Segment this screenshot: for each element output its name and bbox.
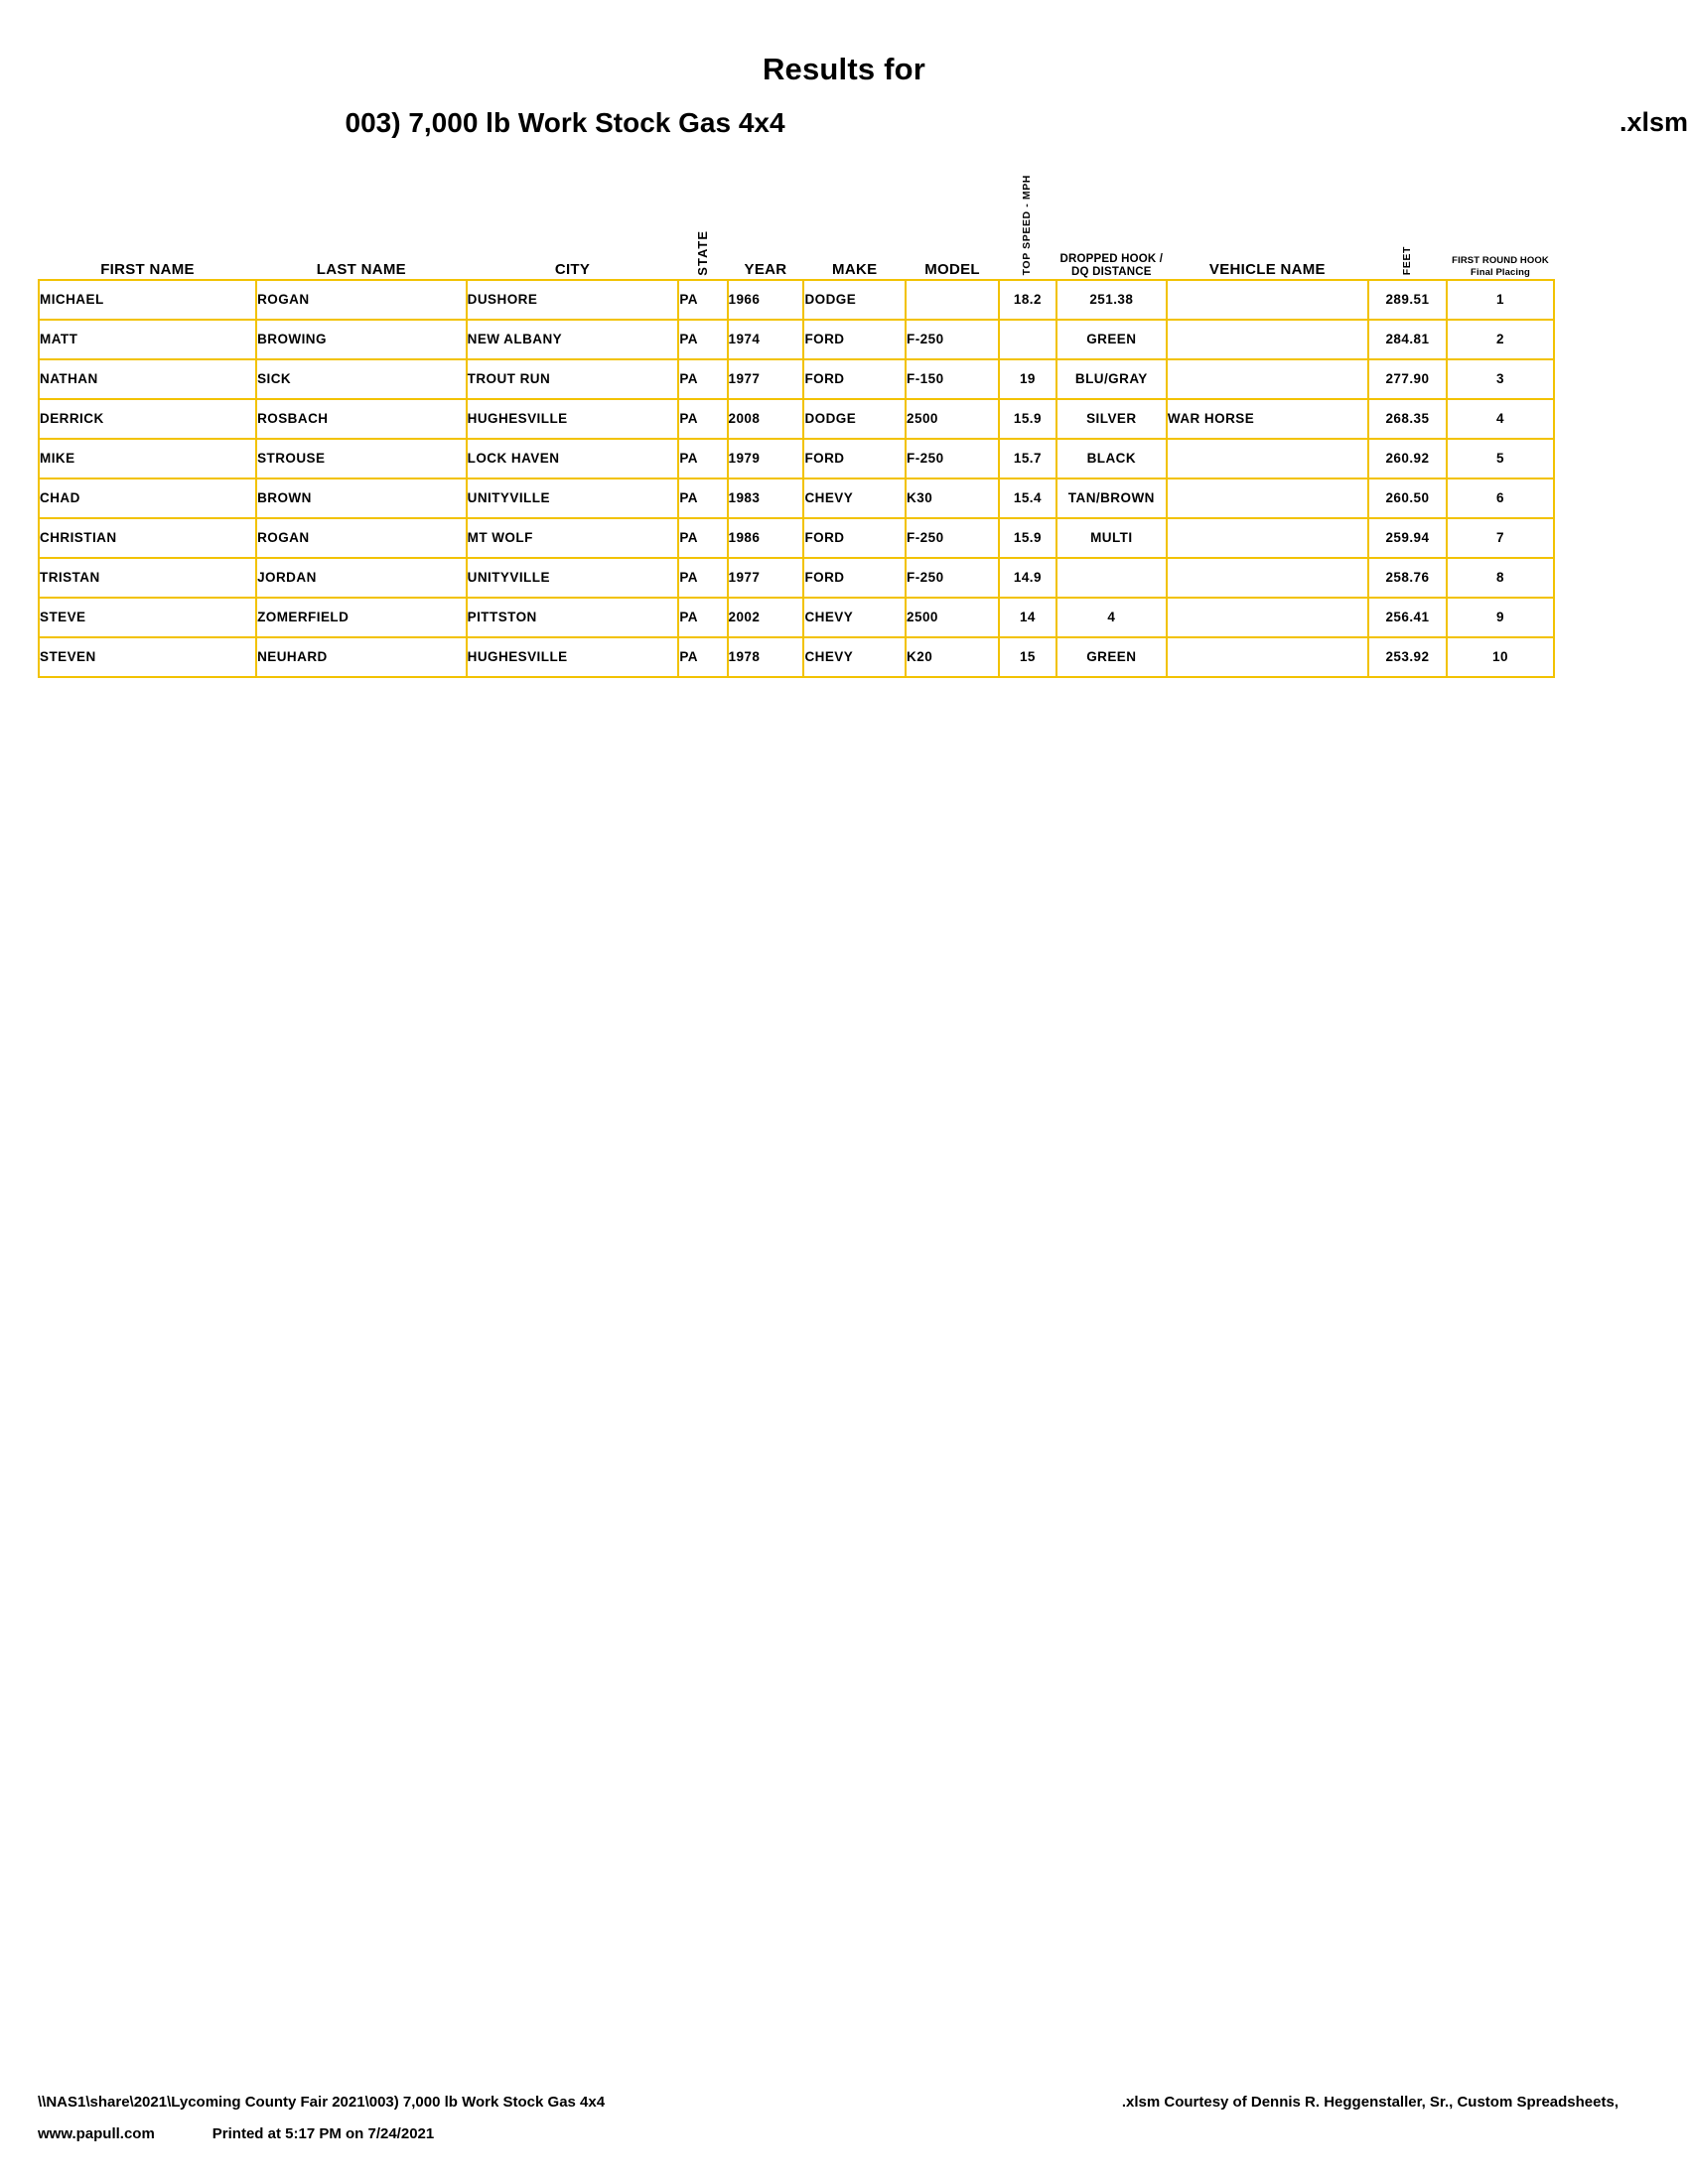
cell-placing: 5 xyxy=(1447,439,1554,478)
cell-make: CHEVY xyxy=(803,478,906,518)
cell-year: 1966 xyxy=(728,280,804,320)
cell-make: FORD xyxy=(803,439,906,478)
cell-state: PA xyxy=(678,280,727,320)
cell-dropped-hook: SILVER xyxy=(1056,399,1167,439)
table-row xyxy=(39,359,1554,399)
footer-file-path: \\NAS1\share\2021\Lycoming County Fair 2021\003) 7,000 lb Work Stock Gas 4x4 xyxy=(38,2094,606,2111)
cell-last-name: ROSBACH xyxy=(256,399,467,439)
cell-feet: 256.41 xyxy=(1368,598,1447,637)
cell-last-name: BROWING xyxy=(256,320,467,359)
cell-vehicle-name xyxy=(1167,359,1368,399)
column-header-last-name: LAST NAME xyxy=(316,261,406,279)
cell-placing: 8 xyxy=(1447,558,1554,598)
cell-feet: 253.92 xyxy=(1368,637,1447,677)
cell-top-speed: 15 xyxy=(999,637,1056,677)
results-table xyxy=(38,175,1555,678)
cell-state: PA xyxy=(678,478,727,518)
table-row xyxy=(39,439,1554,478)
cell-last-name: JORDAN xyxy=(256,558,467,598)
table-header-row xyxy=(39,175,1554,280)
cell-top-speed xyxy=(999,320,1056,359)
table-row xyxy=(39,280,1554,320)
column-header-state xyxy=(678,175,727,280)
cell-model: 2500 xyxy=(906,399,999,439)
cell-vehicle-name xyxy=(1167,478,1368,518)
cell-placing: 4 xyxy=(1447,399,1554,439)
footer-row-top xyxy=(38,2094,1650,2111)
cell-model: F-250 xyxy=(906,439,999,478)
cell-vehicle-name: WAR HORSE xyxy=(1167,399,1368,439)
cell-first-name: TRISTAN xyxy=(39,558,256,598)
cell-vehicle-name xyxy=(1167,637,1368,677)
cell-feet: 289.51 xyxy=(1368,280,1447,320)
title-block xyxy=(0,0,1688,139)
table-row xyxy=(39,518,1554,558)
cell-model: F-250 xyxy=(906,558,999,598)
cell-year: 1977 xyxy=(728,359,804,399)
cell-top-speed: 15.9 xyxy=(999,518,1056,558)
cell-placing: 2 xyxy=(1447,320,1554,359)
cell-state: PA xyxy=(678,598,727,637)
cell-placing: 10 xyxy=(1447,637,1554,677)
cell-first-name: NATHAN xyxy=(39,359,256,399)
cell-top-speed: 15.7 xyxy=(999,439,1056,478)
cell-placing: 3 xyxy=(1447,359,1554,399)
table-header xyxy=(39,175,1554,280)
cell-first-name: MICHAEL xyxy=(39,280,256,320)
cell-state: PA xyxy=(678,637,727,677)
cell-first-name: STEVEN xyxy=(39,637,256,677)
cell-feet: 268.35 xyxy=(1368,399,1447,439)
cell-last-name: BROWN xyxy=(256,478,467,518)
class-name: 003) 7,000 lb Work Stock Gas 4x4 xyxy=(345,107,785,138)
cell-dropped-hook: 4 xyxy=(1056,598,1167,637)
cell-dropped-hook: MULTI xyxy=(1056,518,1167,558)
cell-feet: 259.94 xyxy=(1368,518,1447,558)
cell-placing: 7 xyxy=(1447,518,1554,558)
cell-model: 2500 xyxy=(906,598,999,637)
cell-make: FORD xyxy=(803,558,906,598)
cell-model: K20 xyxy=(906,637,999,677)
cell-year: 1974 xyxy=(728,320,804,359)
cell-top-speed: 15.4 xyxy=(999,478,1056,518)
table-row xyxy=(39,320,1554,359)
cell-first-name: CHRISTIAN xyxy=(39,518,256,558)
cell-model: F-250 xyxy=(906,320,999,359)
cell-first-name: MATT xyxy=(39,320,256,359)
cell-feet: 260.50 xyxy=(1368,478,1447,518)
cell-top-speed: 14 xyxy=(999,598,1056,637)
cell-dropped-hook: BLU/GRAY xyxy=(1056,359,1167,399)
cell-city: DUSHORE xyxy=(467,280,679,320)
cell-top-speed: 19 xyxy=(999,359,1056,399)
cell-dropped-hook xyxy=(1056,558,1167,598)
cell-city: LOCK HAVEN xyxy=(467,439,679,478)
cell-top-speed: 14.9 xyxy=(999,558,1056,598)
column-header-vehicle-name: VEHICLE NAME xyxy=(1208,261,1326,279)
column-header-final-placing: Final Placing xyxy=(1471,267,1530,279)
footer-bottom-left xyxy=(38,2125,434,2142)
cell-make: FORD xyxy=(803,359,906,399)
cell-year: 2008 xyxy=(728,399,804,439)
cell-vehicle-name xyxy=(1167,320,1368,359)
cell-last-name: STROUSE xyxy=(256,439,467,478)
cell-last-name: ROGAN xyxy=(256,280,467,320)
column-header-placing xyxy=(1447,175,1554,280)
footer-credit: .xlsm Courtesy of Dennis R. Heggenstaller, Sr., Custom Spreadsheets, xyxy=(1121,2094,1618,2111)
column-header-top-speed-label: TOP SPEED - MPH xyxy=(1021,175,1034,276)
cell-make: CHEVY xyxy=(803,637,906,677)
cell-placing: 6 xyxy=(1447,478,1554,518)
cell-vehicle-name xyxy=(1167,518,1368,558)
footer-printed-timestamp: Printed at 5:17 PM on 7/24/2021 xyxy=(211,2125,435,2142)
cell-year: 1979 xyxy=(728,439,804,478)
column-header-dropped-hook: DROPPED HOOK / DQ DISTANCE xyxy=(1059,253,1164,279)
cell-state: PA xyxy=(678,359,727,399)
cell-feet: 277.90 xyxy=(1368,359,1447,399)
footer-row-bottom xyxy=(38,2125,1650,2142)
cell-top-speed: 15.9 xyxy=(999,399,1056,439)
cell-model: F-250 xyxy=(906,518,999,558)
cell-dropped-hook: 251.38 xyxy=(1056,280,1167,320)
cell-model: F-150 xyxy=(906,359,999,399)
cell-city: HUGHESVILLE xyxy=(467,399,679,439)
cell-year: 1986 xyxy=(728,518,804,558)
table-row xyxy=(39,478,1554,518)
column-header-city: CITY xyxy=(554,261,591,279)
column-header-top-speed xyxy=(999,175,1056,280)
cell-vehicle-name xyxy=(1167,439,1368,478)
cell-top-speed: 18.2 xyxy=(999,280,1056,320)
cell-make: FORD xyxy=(803,518,906,558)
cell-feet: 260.92 xyxy=(1368,439,1447,478)
cell-city: TROUT RUN xyxy=(467,359,679,399)
cell-vehicle-name xyxy=(1167,598,1368,637)
page-footer xyxy=(0,2094,1688,2142)
table-body xyxy=(39,280,1554,677)
cell-dropped-hook: TAN/BROWN xyxy=(1056,478,1167,518)
cell-city: UNITYVILLE xyxy=(467,478,679,518)
cell-model xyxy=(906,280,999,320)
table-row xyxy=(39,558,1554,598)
page-subtitle-row xyxy=(0,107,1688,139)
cell-model: K30 xyxy=(906,478,999,518)
file-extension-label: .xlsm xyxy=(1618,107,1688,137)
cell-state: PA xyxy=(678,518,727,558)
page-title: Results for xyxy=(762,52,926,86)
footer-website-link[interactable]: www.papull.com xyxy=(38,2125,155,2142)
cell-feet: 258.76 xyxy=(1368,558,1447,598)
cell-city: NEW ALBANY xyxy=(467,320,679,359)
cell-first-name: DERRICK xyxy=(39,399,256,439)
column-header-first-round-hook: FIRST ROUND HOOK xyxy=(1452,255,1549,267)
cell-state: PA xyxy=(678,439,727,478)
table-row xyxy=(39,598,1554,637)
column-header-feet-label: FEET xyxy=(1400,246,1413,276)
cell-city: PITTSTON xyxy=(467,598,679,637)
cell-state: PA xyxy=(678,399,727,439)
cell-make: FORD xyxy=(803,320,906,359)
cell-last-name: ZOMERFIELD xyxy=(256,598,467,637)
cell-last-name: SICK xyxy=(256,359,467,399)
cell-last-name: NEUHARD xyxy=(256,637,467,677)
table-row xyxy=(39,637,1554,677)
column-header-model: MODEL xyxy=(924,261,980,279)
cell-feet: 284.81 xyxy=(1368,320,1447,359)
column-header-make: MAKE xyxy=(832,261,878,279)
cell-state: PA xyxy=(678,320,727,359)
cell-vehicle-name xyxy=(1167,558,1368,598)
table-row xyxy=(39,399,1554,439)
cell-make: DODGE xyxy=(803,280,906,320)
cell-make: DODGE xyxy=(803,399,906,439)
cell-city: MT WOLF xyxy=(467,518,679,558)
cell-city: UNITYVILLE xyxy=(467,558,679,598)
cell-last-name: ROGAN xyxy=(256,518,467,558)
cell-year: 1983 xyxy=(728,478,804,518)
cell-first-name: MIKE xyxy=(39,439,256,478)
cell-year: 1977 xyxy=(728,558,804,598)
cell-placing: 9 xyxy=(1447,598,1554,637)
cell-year: 1978 xyxy=(728,637,804,677)
cell-placing: 1 xyxy=(1447,280,1554,320)
cell-vehicle-name xyxy=(1167,280,1368,320)
column-header-year: YEAR xyxy=(744,261,787,279)
column-header-feet xyxy=(1368,175,1447,280)
cell-first-name: STEVE xyxy=(39,598,256,637)
cell-dropped-hook: GREEN xyxy=(1056,320,1167,359)
cell-year: 2002 xyxy=(728,598,804,637)
cell-dropped-hook: GREEN xyxy=(1056,637,1167,677)
cell-first-name: CHAD xyxy=(39,478,256,518)
cell-dropped-hook: BLACK xyxy=(1056,439,1167,478)
column-header-state-label: STATE xyxy=(694,229,710,276)
cell-make: CHEVY xyxy=(803,598,906,637)
cell-state: PA xyxy=(678,558,727,598)
results-table-wrap xyxy=(0,175,1688,678)
cell-city: HUGHESVILLE xyxy=(467,637,679,677)
column-header-first-name: FIRST NAME xyxy=(100,261,195,279)
